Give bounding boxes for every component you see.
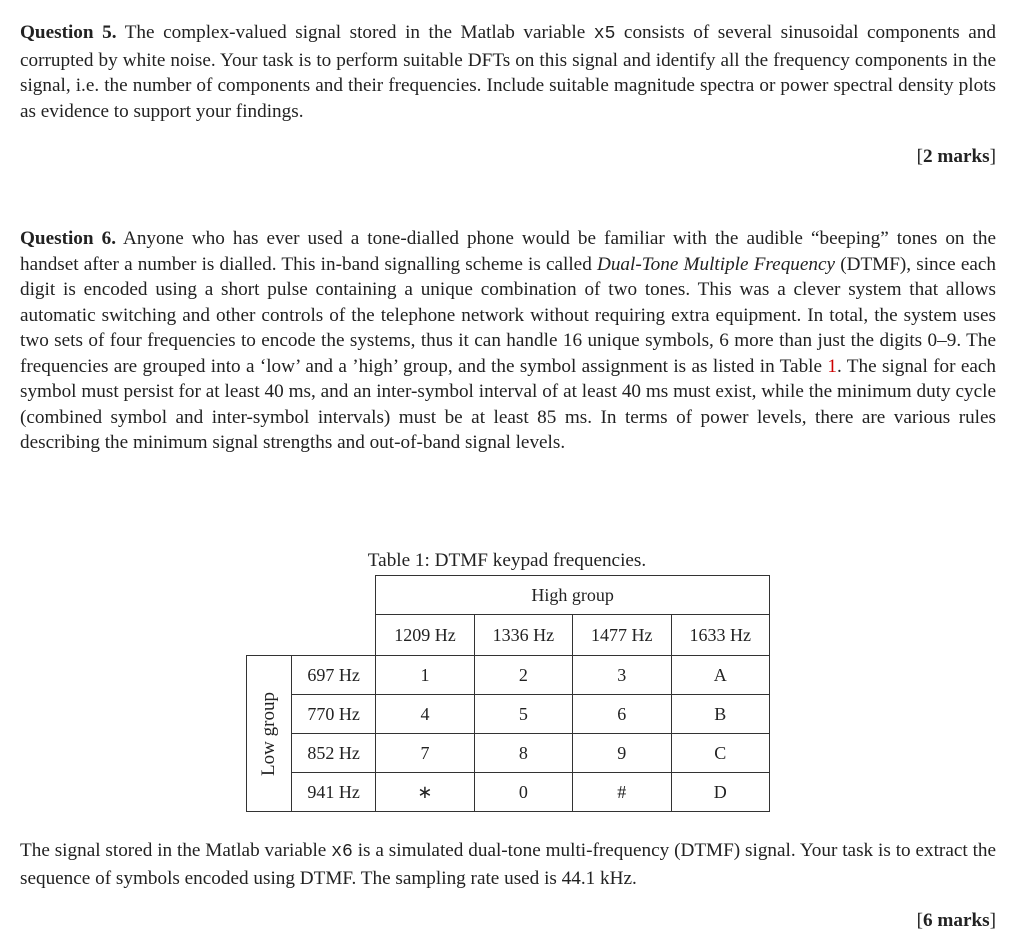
low-group-label: Low group <box>258 691 279 776</box>
question-5-heading: Question 5. <box>20 22 117 43</box>
marks-close-bracket: ] <box>989 146 996 167</box>
question-6-text <box>20 226 996 456</box>
marks-open-bracket: [ <box>916 146 923 167</box>
high-freq-2: 1336 Hz <box>474 615 572 656</box>
symbol-cell: 3 <box>573 656 671 695</box>
table-corner-empty-2 <box>247 615 376 656</box>
table-corner-empty <box>247 576 376 615</box>
question-6-task-text <box>20 838 996 891</box>
table-caption: Table 1: DTMF keypad frequencies. <box>367 550 647 571</box>
symbol-cell: B <box>671 695 769 734</box>
low-freq-2: 770 Hz <box>292 695 376 734</box>
symbol-cell: A <box>671 656 769 695</box>
table-reference-link[interactable]: 1 <box>827 355 837 377</box>
question-5-marks <box>917 146 996 168</box>
symbol-cell: 2 <box>474 656 572 695</box>
low-group-header <box>247 656 292 812</box>
dtmf-term: Dual-Tone Multiple Frequency <box>596 253 836 275</box>
marks-value: 2 marks <box>922 146 990 167</box>
symbol-cell: # <box>573 773 671 812</box>
question-5-body-part2: consists of several sinusoidal components and corrupted by white noise. Your task is to perform suitable DFTs on this signal and identify all the frequency components in the signal, i.e. the number of components and their frequencies. Include suitable magnitude spectra or power spectral density plots as evidence to support your findings. <box>20 22 996 122</box>
symbol-cell: ∗ <box>376 773 474 812</box>
task-part1: The signal stored in the Matlab variable <box>20 840 332 861</box>
high-freq-3: 1477 Hz <box>573 615 671 656</box>
symbol-cell: D <box>671 773 769 812</box>
low-freq-4: 941 Hz <box>292 773 376 812</box>
question-6-body-part3: . The signal for each symbol must persist for at least 40 ms, and an inter-symbol interval of at least 40 ms must exist, while the minimum duty cycle (combined symbol and inter-symbol intervals) must be at least 85 ms. In terms of power levels, there are various rules describing the minimum signal strengths and out-of-band signal levels. <box>20 355 996 453</box>
marks-open-bracket: [ <box>916 910 923 931</box>
question-5-body-part1: The complex-valued signal stored in the Matlab variable <box>116 22 594 43</box>
marks-value: 6 marks <box>922 910 990 931</box>
question-6-body-part2: (DTMF), since each digit is encoded using a short pulse containing a unique combination of two tones. This was a clever system that allows automatic switching and other controls of the telephone network without requiring extra equipment. In total, the system uses two sets of four frequencies to encode the systems, thus it can handle 16 unique symbols, 6 more than just the digits 0–9. The frequencies are grouped into a ‘low’ and a ’high’ group, and the symbol assignment is as listed in Table <box>20 253 997 377</box>
low-freq-1: 697 Hz <box>292 656 376 695</box>
symbol-cell: 7 <box>376 734 474 773</box>
symbol-cell: 8 <box>474 734 572 773</box>
question-6-heading: Question 6. <box>20 228 116 249</box>
symbol-cell: 0 <box>474 773 572 812</box>
question-6-marks <box>917 910 996 932</box>
question-6-body-part1: Anyone who has ever used a tone-dialled phone would be familiar with the audible “beeping” tones on the handset after a number is dialled. This in-band signalling scheme is called <box>20 228 996 275</box>
low-freq-3: 852 Hz <box>292 734 376 773</box>
symbol-cell: 5 <box>474 695 572 734</box>
variable-x6: x6 <box>331 842 353 862</box>
symbol-cell: 6 <box>573 695 671 734</box>
symbol-cell: C <box>671 734 769 773</box>
symbol-cell: 9 <box>573 734 671 773</box>
variable-x5: x5 <box>593 24 616 44</box>
symbol-cell: 4 <box>376 695 474 734</box>
high-freq-4: 1633 Hz <box>671 615 769 656</box>
dtmf-table <box>246 575 770 812</box>
marks-close-bracket: ] <box>989 910 996 931</box>
symbol-cell: 1 <box>376 656 474 695</box>
high-group-header: High group <box>376 576 770 615</box>
task-part2: is a simulated dual-tone multi-frequency (DTMF) signal. Your task is to extract the sequence of symbols encoded using DTMF. The sampling rate used is 44.1 kHz. <box>20 840 997 889</box>
question-5-text <box>20 20 996 124</box>
high-freq-1: 1209 Hz <box>376 615 474 656</box>
dtmf-table-container <box>246 575 770 809</box>
